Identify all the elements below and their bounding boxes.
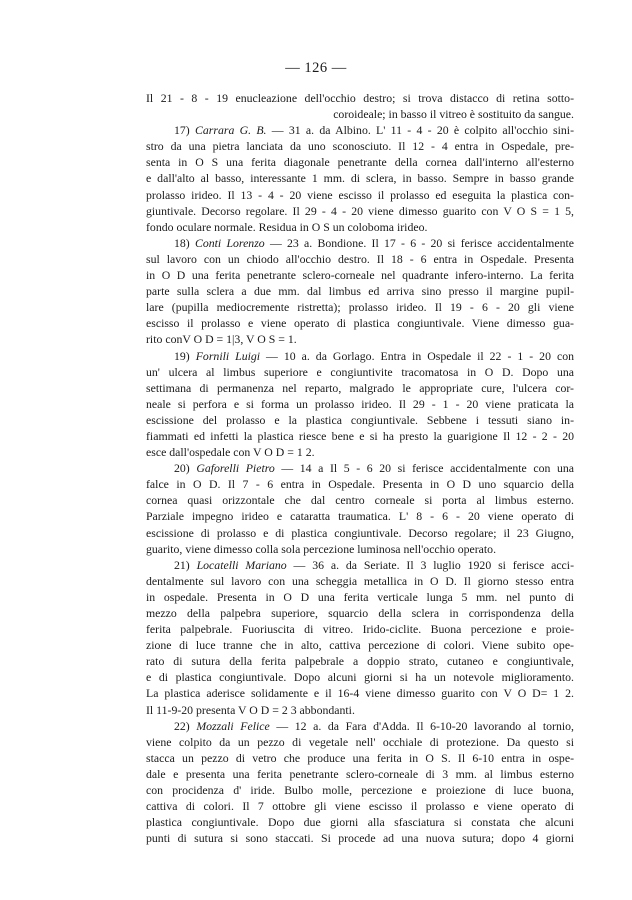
text-line: e dall'alto al basso, interessante 1 mm. di sclera, in basso. Sempre in basso grande	[146, 171, 574, 186]
text-line: lare (pupilla mediocremente ristretta); prolasso irideo. Il 19 - 6 - 20 gli viene	[146, 300, 574, 315]
entry-number: 19)	[174, 348, 196, 363]
patient-name: Mozzali Felice	[196, 718, 270, 733]
text-line: settimana di permanenza nel reparto, malgrado le appropriate cure, l'ulcera cor-	[146, 380, 574, 395]
patient-name: Conti Lorenzo	[194, 235, 265, 250]
entry-number: 22)	[174, 718, 197, 733]
text-line: rato di sutura della ferita palpebrale a doppio strato, cutaneo e congiuntivale,	[146, 654, 574, 669]
text-line: e di plastica congiuntivale. Dopo alcuni giorni si ha un notevole miglioramento.	[146, 670, 574, 685]
patient-name: Locatelli Mariano	[196, 557, 287, 572]
text-line: giuntivale. Decorso regolare. Il 29 - 4 - 20 viene dimesso guarito con V O S = 1 5,	[146, 203, 574, 218]
text-line: coroideale; in basso il vitreo è sostituito da sangue.	[333, 107, 574, 122]
text-line: Il 11-9-20 presenta V O D = 2 3 abbondanti.	[146, 702, 355, 717]
text-line: rito conV O D = 1|3, V O S = 1.	[146, 332, 297, 347]
text-line	[146, 348, 574, 364]
patient-name: Carrara G. B.	[195, 123, 267, 138]
text-line: cattiva di colori. Il 7 ottobre gli viene escisso il prolasso e viene operato di	[146, 799, 574, 814]
text-line: con procidenza d' iride. Bulbo molle, percezione e proiezione di luce buona,	[146, 783, 574, 798]
line-text: — 23 a. Bondione. Il 17 - 6 - 20 si ferisce accidentalmente	[264, 235, 575, 250]
text-line	[146, 235, 574, 251]
text-line: sul lavoro con un chiodo all'occhio destro. Il 18 - 6 entra in Ospedale. Presenta	[146, 251, 574, 266]
text-line: cornea quasi orizzontale che dal centro corneale si porta al limbus esterno.	[146, 493, 574, 508]
text-line: plastica congiuntivale. Dopo due giorni alla sfasciatura si constata che alcuni	[146, 815, 574, 830]
text-line: parte sulla sclera a due mm. dal limbus ed arriva sino presso il margine pupil-	[146, 284, 574, 299]
text-line: in ospedale. Presenta in O D una ferita verticale lunga 5 mm. nel punto di	[146, 589, 574, 604]
text-line	[146, 122, 574, 138]
text-line: escisso il prolasso e viene operato di plastica congiuntivale. Viene dimesso gua-	[146, 316, 574, 331]
entry-number: 17)	[174, 123, 195, 138]
entry-number: 21)	[174, 557, 197, 572]
text-line: ferita palpebrale. Fuoriuscita di vitreo. Irido-ciclite. Buona percezione e proie-	[146, 622, 574, 637]
text-line: mezzo della palpebra superiore, squarcio della sclera in corrispondenza della	[146, 606, 574, 620]
line-text: — 14 a Il 5 - 6 20 si ferisce accidentalmente con una	[274, 461, 574, 476]
text-line: zione di luce tranne che in alto, cattiva percezione di colori. Viene subito ope-	[146, 638, 574, 653]
text-line	[146, 557, 574, 573]
line-text: — 12 a. da Fara d'Adda. Il 6-10-20 lavorando al tornio,	[269, 718, 574, 733]
text-line: fiammati ed infetti la plastica riesce bene e si ha presto la guarigione Il 12 - 2 - 20	[146, 428, 574, 443]
text-line: La plastica aderisce solidamente e il 16-4 viene dimesso guarito con V O D= 1 2.	[146, 686, 574, 701]
patient-name: Gaforelli Pietro	[196, 461, 275, 476]
text-line: falce in O D. Il 7 - 6 entra in Ospedale. Presenta in O D uno squarcio della	[146, 477, 574, 492]
text-line: prolasso irideo. Il 13 - 4 - 20 viene escisso il prolasso ed eseguita la plastica con-	[146, 187, 574, 202]
text-line: dentalmente sul lavoro con una scheggia metallica in O D. Il giorno stesso entra	[146, 573, 574, 588]
text-line: neale si perfora e si forma un prolasso irideo. Il 29 - 1 - 20 viene praticata la	[146, 396, 574, 411]
text-line: stro da una pietra lanciata da uno sconosciuto. Il 12 - 4 entra in Ospedale, pre-	[146, 139, 574, 154]
line-text: — 10 a. da Gorlago. Entra in Ospedale il 22 - 1 - 20 con	[260, 348, 574, 363]
line-text: — 36 a. da Seriate. Il 3 luglio 1920 si ferisce acci-	[286, 557, 574, 572]
text-line	[146, 460, 574, 476]
patient-name: Fornili Luigi	[195, 348, 261, 363]
text-line: stacca un pezzo di vetro che produce una ferita in O S. Il 6-10 entra in ospe-	[146, 750, 574, 765]
page-number: — 126 —	[285, 60, 347, 76]
line-text: — 31 a. da Albino. L' 11 - 4 - 20 è colpito all'occhio sini-	[266, 123, 575, 138]
body-text	[146, 90, 574, 846]
text-line: escissione del prolasso e la plastica congiuntivale. Sebbene i tessuti siano in-	[146, 412, 574, 427]
text-line	[146, 718, 574, 734]
text-line: in O D una ferita penetrante sclero-corneale nel quadrante infero-interno. La ferita	[146, 268, 574, 283]
text-line: fondo oculare normale. Residua in O S un coloboma irideo.	[146, 219, 428, 234]
text-line: punti di sutura si sono staccati. Si procede ad una nuova sutura; dopo 4 giorni	[146, 831, 574, 846]
text-line: viene colpito da un pezzo di vegetale nell' occhiale di protezione. Da questo si	[146, 734, 574, 749]
text-line: esce dall'ospedale con V O D = 1 2.	[146, 445, 315, 460]
entry-number: 18)	[174, 235, 195, 250]
text-line: escissione di prolasso e di plastica congiuntivale. Decorso regolare; il 23 Giugno,	[146, 525, 574, 540]
text-line: Parziale impegno irideo e cataratta traumatica. L' 8 - 6 - 20 viene operato di	[146, 509, 574, 524]
text-line: un' ulcera al limbus superiore e congiuntivite tracomatosa in O D. Dopo una	[146, 364, 574, 379]
text-line: Il 21 - 8 - 19 enucleazione dell'occhio destro; si trova distacco di retina sotto-	[146, 91, 574, 105]
text-line: guarito, viene dimesso colla sola percezione luminosa nell'occhio operato.	[146, 541, 497, 556]
text-line: dale e presenta una ferita penetrante sclero-corneale di 3 mm. al limbus esterno	[146, 766, 574, 781]
entry-number: 20)	[174, 461, 197, 476]
text-line: senta in O S una ferita diagonale penetrante della cornea dall'interno all'esterno	[146, 155, 574, 170]
